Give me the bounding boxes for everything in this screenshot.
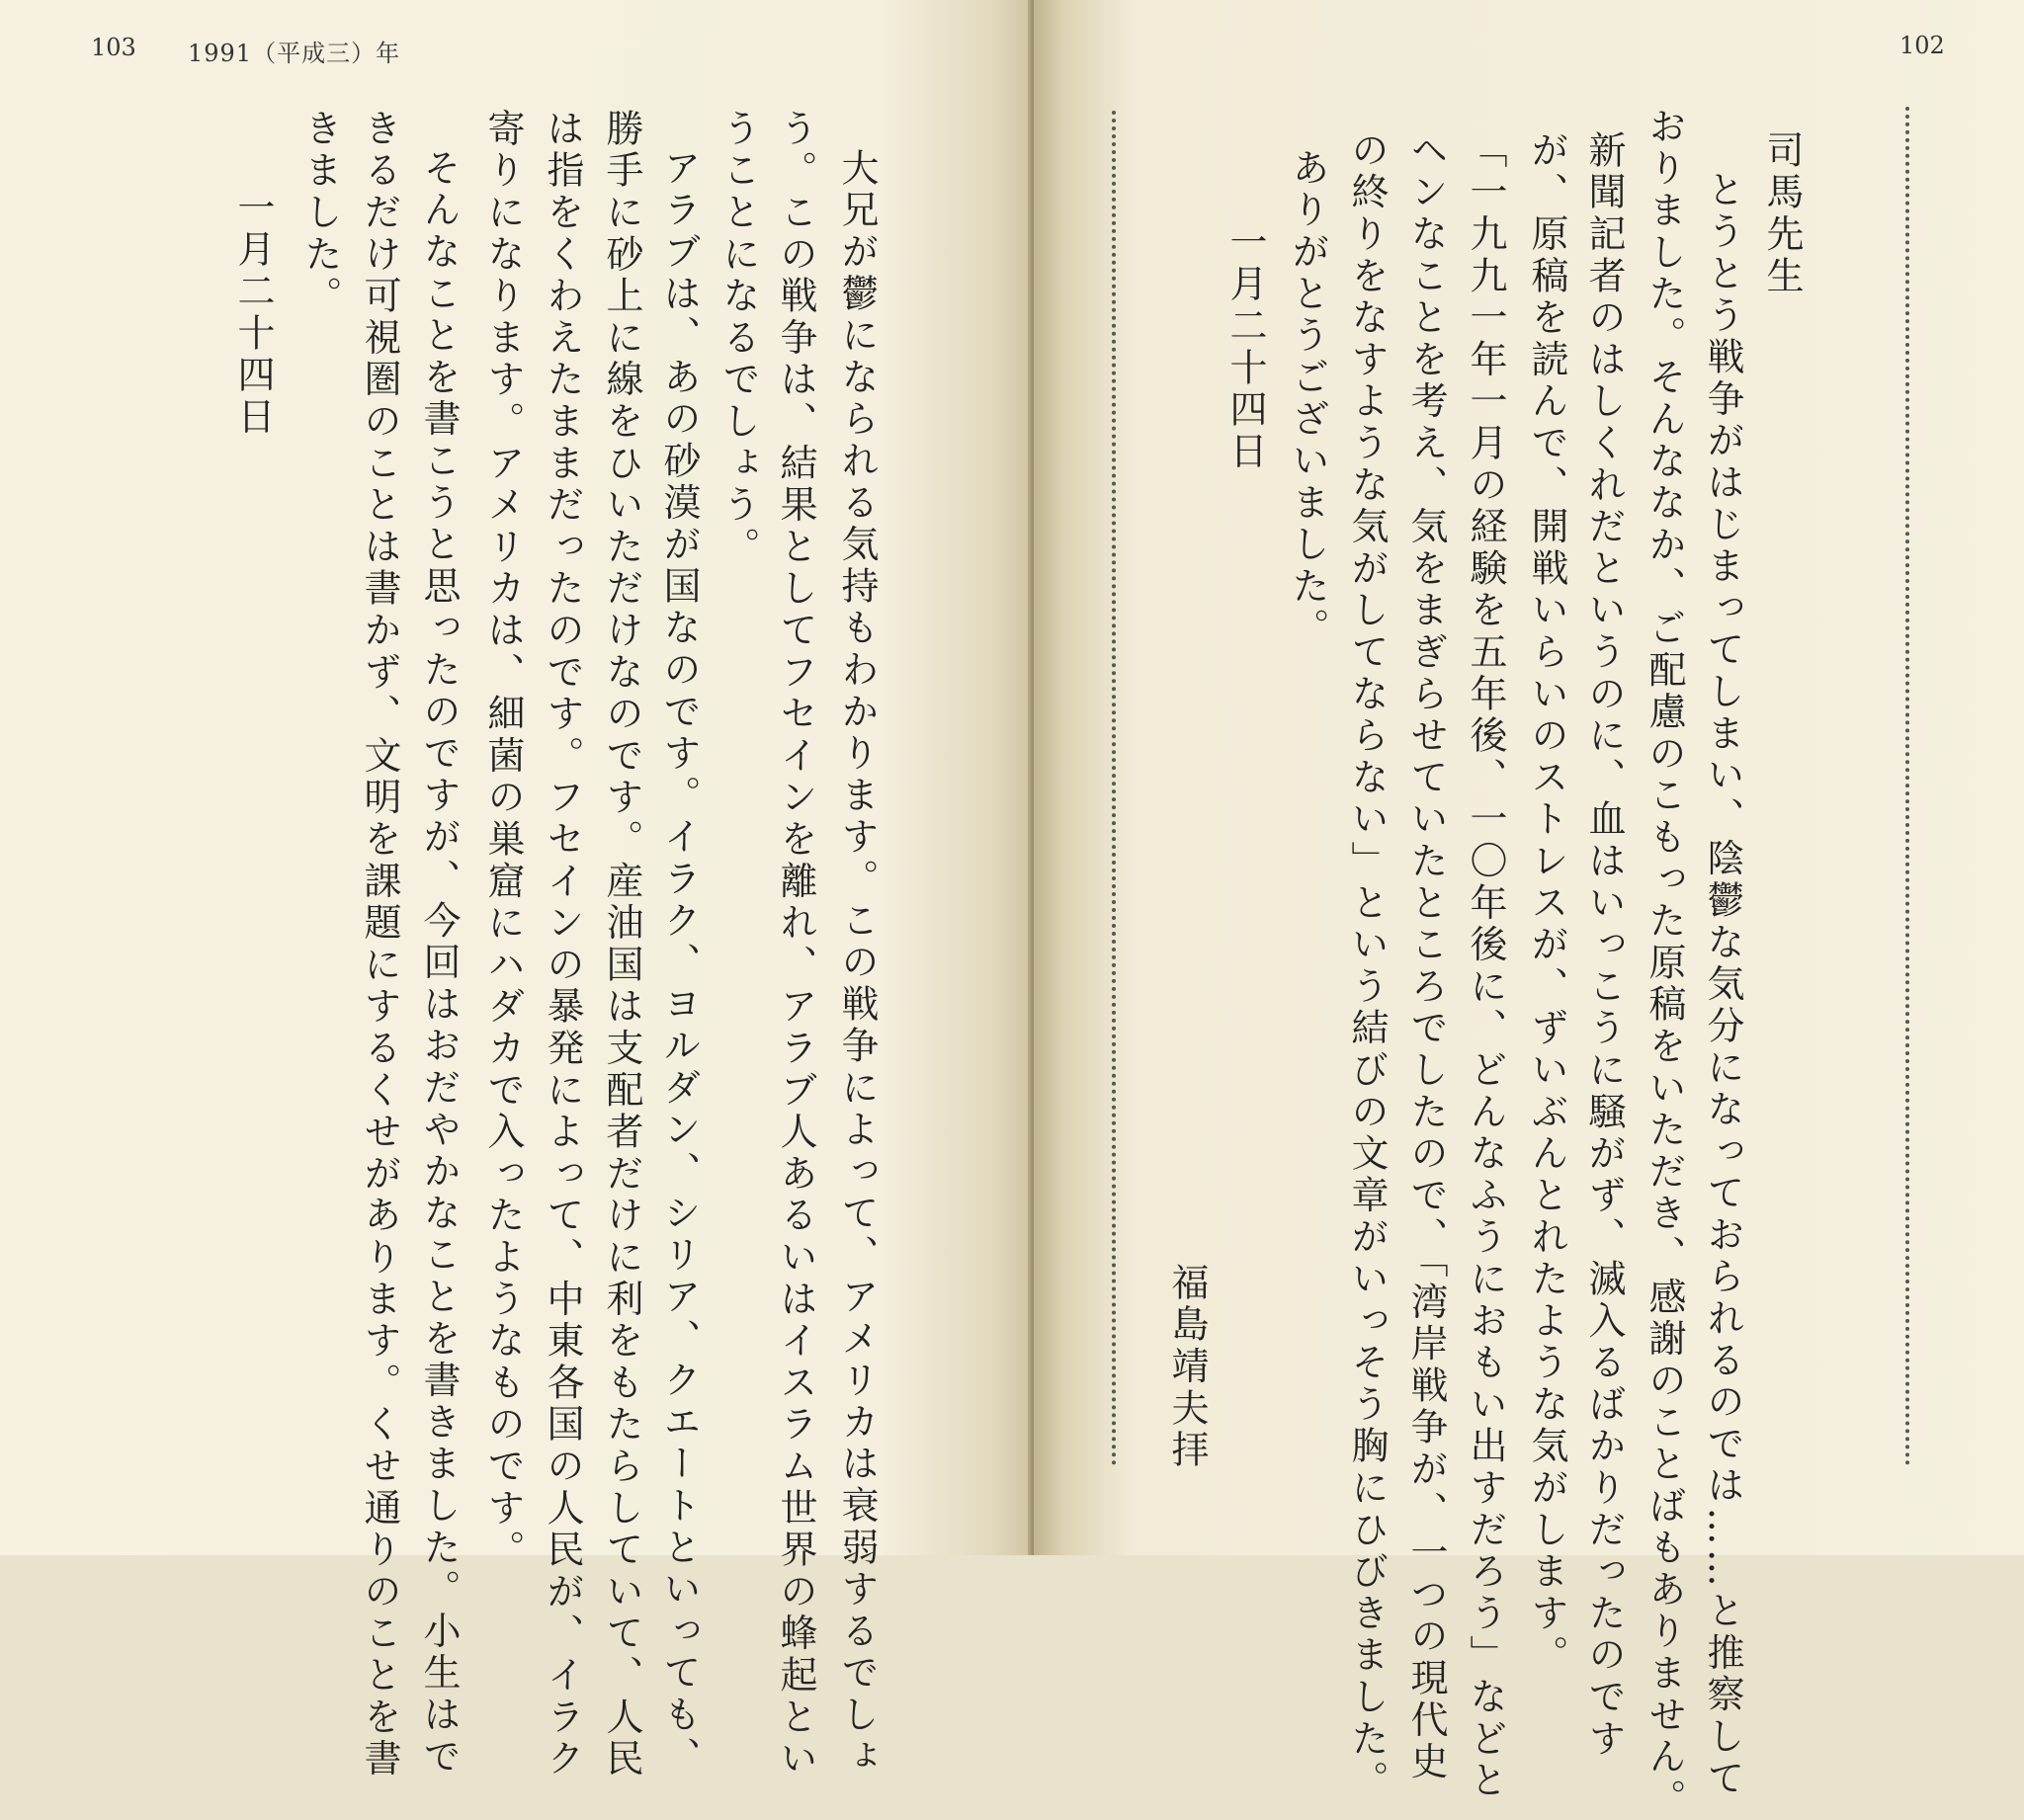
running-title: 1991（平成三）年 bbox=[188, 40, 401, 67]
salutation: 司馬先生 bbox=[1760, 130, 1804, 298]
text-line: 寄りになります。アメリカは、細菌の巣窟にハダカで入ったようなものです。 bbox=[481, 109, 525, 1572]
text-line: そんなことを書こうと思ったのですが、今回はおだやかなことを書きました。小生はで bbox=[417, 148, 461, 1779]
text-line: ありがとうございました。 bbox=[1286, 148, 1329, 650]
signature: 福島靖夫拝 bbox=[1165, 1263, 1209, 1472]
text-line: 新聞記者のはしくれだというのに、血はいっこうに騒がず、滅入るばかりだったのです bbox=[1582, 130, 1626, 1761]
page-number: 103 bbox=[91, 34, 136, 61]
text-line: 大兄が鬱になられる気持もわかります。この戦争によって、アメリカは衰弱するでしょ bbox=[835, 148, 879, 1779]
text-line: おりました。そんななか、ご配慮のこもった原稿をいただき、感謝のことばもありません。 bbox=[1643, 107, 1686, 1820]
text-line: アラブは、あの砂漠が国なのです。イラク、ヨルダン、シリア、クエートといっても、 bbox=[657, 148, 701, 1779]
text-line: ヘンなことを考え、気をまぎらせていたところでしたので、「湾岸戦争が、一つの現代史 bbox=[1404, 130, 1448, 1783]
date-line: 一月二十四日 bbox=[1223, 222, 1267, 473]
text-line: は指をくわえたままだったのです。フセインの暴発によって、中東各国の人民が、イラク bbox=[541, 109, 584, 1780]
right-page bbox=[1034, 0, 2024, 1820]
text-line: うことになるでしょう。 bbox=[717, 109, 760, 569]
date-line: 一月二十四日 bbox=[231, 188, 275, 439]
text-line: 勝手に砂上に線をひいただけなのです。産油国は支配者だけに利をもたらしていて、人民 bbox=[600, 109, 643, 1780]
text-line: きるだけ可視圏のことは書かず、文明を課題にするくせがあります。くせ通りのことを書 bbox=[358, 109, 401, 1780]
text-line: きました。 bbox=[298, 109, 342, 318]
text-line: う。この戦争は、結果としてフセインを離れ、アラブ人あるいはイスラム世界の蜂起とい bbox=[774, 109, 817, 1780]
left-page bbox=[0, 0, 1034, 1780]
dotted-rule-right bbox=[1905, 107, 1909, 1466]
text-line: の終りをなすような気がしてならない」という結びの文章がいっそう胸にひびきました。 bbox=[1345, 130, 1389, 1802]
text-line: 「一九九一年一月の経験を五年後、一〇年後に、どんなふうにおもい出すだろう」などと bbox=[1464, 130, 1507, 1802]
page-number: 102 bbox=[1899, 32, 1945, 59]
text-line: が、原稿を読んで、開戦いらいのストレスが、ずいぶんとれたような気がします。 bbox=[1525, 130, 1568, 1678]
text-line: とうとう戦争がはじまってしまい、陰鬱な気分になっておられるのでは……と推察して bbox=[1701, 170, 1744, 1800]
dotted-rule-left bbox=[1112, 111, 1116, 1466]
